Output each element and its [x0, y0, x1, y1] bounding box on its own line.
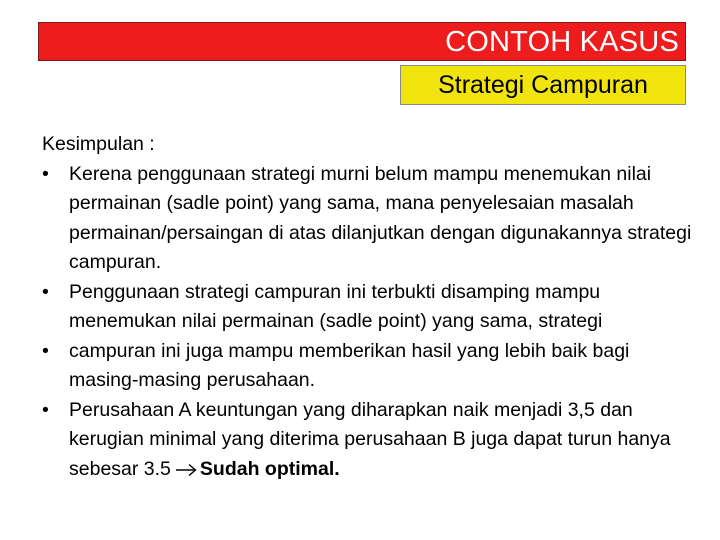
bullet-item: [42, 160, 702, 278]
bullet-item: [42, 337, 702, 396]
right-arrow-icon: [175, 457, 197, 487]
bullet-text: campuran ini juga mampu memberikan hasil yang lebih baik bagi masing-masing perusahaan.: [69, 339, 630, 391]
bullet-marker: •: [42, 398, 49, 421]
bullet-list: [42, 160, 702, 487]
bullet-marker: •: [42, 339, 49, 362]
bullet-item: [42, 396, 702, 487]
subtitle-box: [400, 65, 686, 105]
bullet-text: Kerena penggunaan strategi murni belum mampu menemukan nilai permainan (sadle point) yang sama, mana penyelesaian masalah permainan/persaingan di atas dilanjutkan dengan digunakannya strategi campuran.: [69, 162, 692, 273]
bullet-text: Penggunaan strategi campuran ini terbukti disamping mampu menemukan nilai permainan (sadle point) yang sama, strategi: [69, 280, 603, 332]
slide-content: [42, 130, 702, 486]
conclusion-text: Sudah optimal.: [199, 457, 340, 480]
bullet-marker: •: [42, 162, 49, 185]
conclusion-heading: Kesimpulan :: [42, 133, 155, 155]
bullet-marker: •: [42, 280, 49, 303]
bullet-item: [42, 278, 702, 337]
slide-title: CONTOH KASUS: [445, 26, 679, 58]
bullet-text: Perusahaan A keuntungan yang diharapkan naik menjadi 3,5 dan kerugian minimal yang diterima perusahaan B juga dapat turun hanya sebesar 3.5: [69, 398, 671, 480]
title-bar: [38, 22, 686, 61]
slide-subtitle: Strategi Campuran: [438, 71, 648, 99]
